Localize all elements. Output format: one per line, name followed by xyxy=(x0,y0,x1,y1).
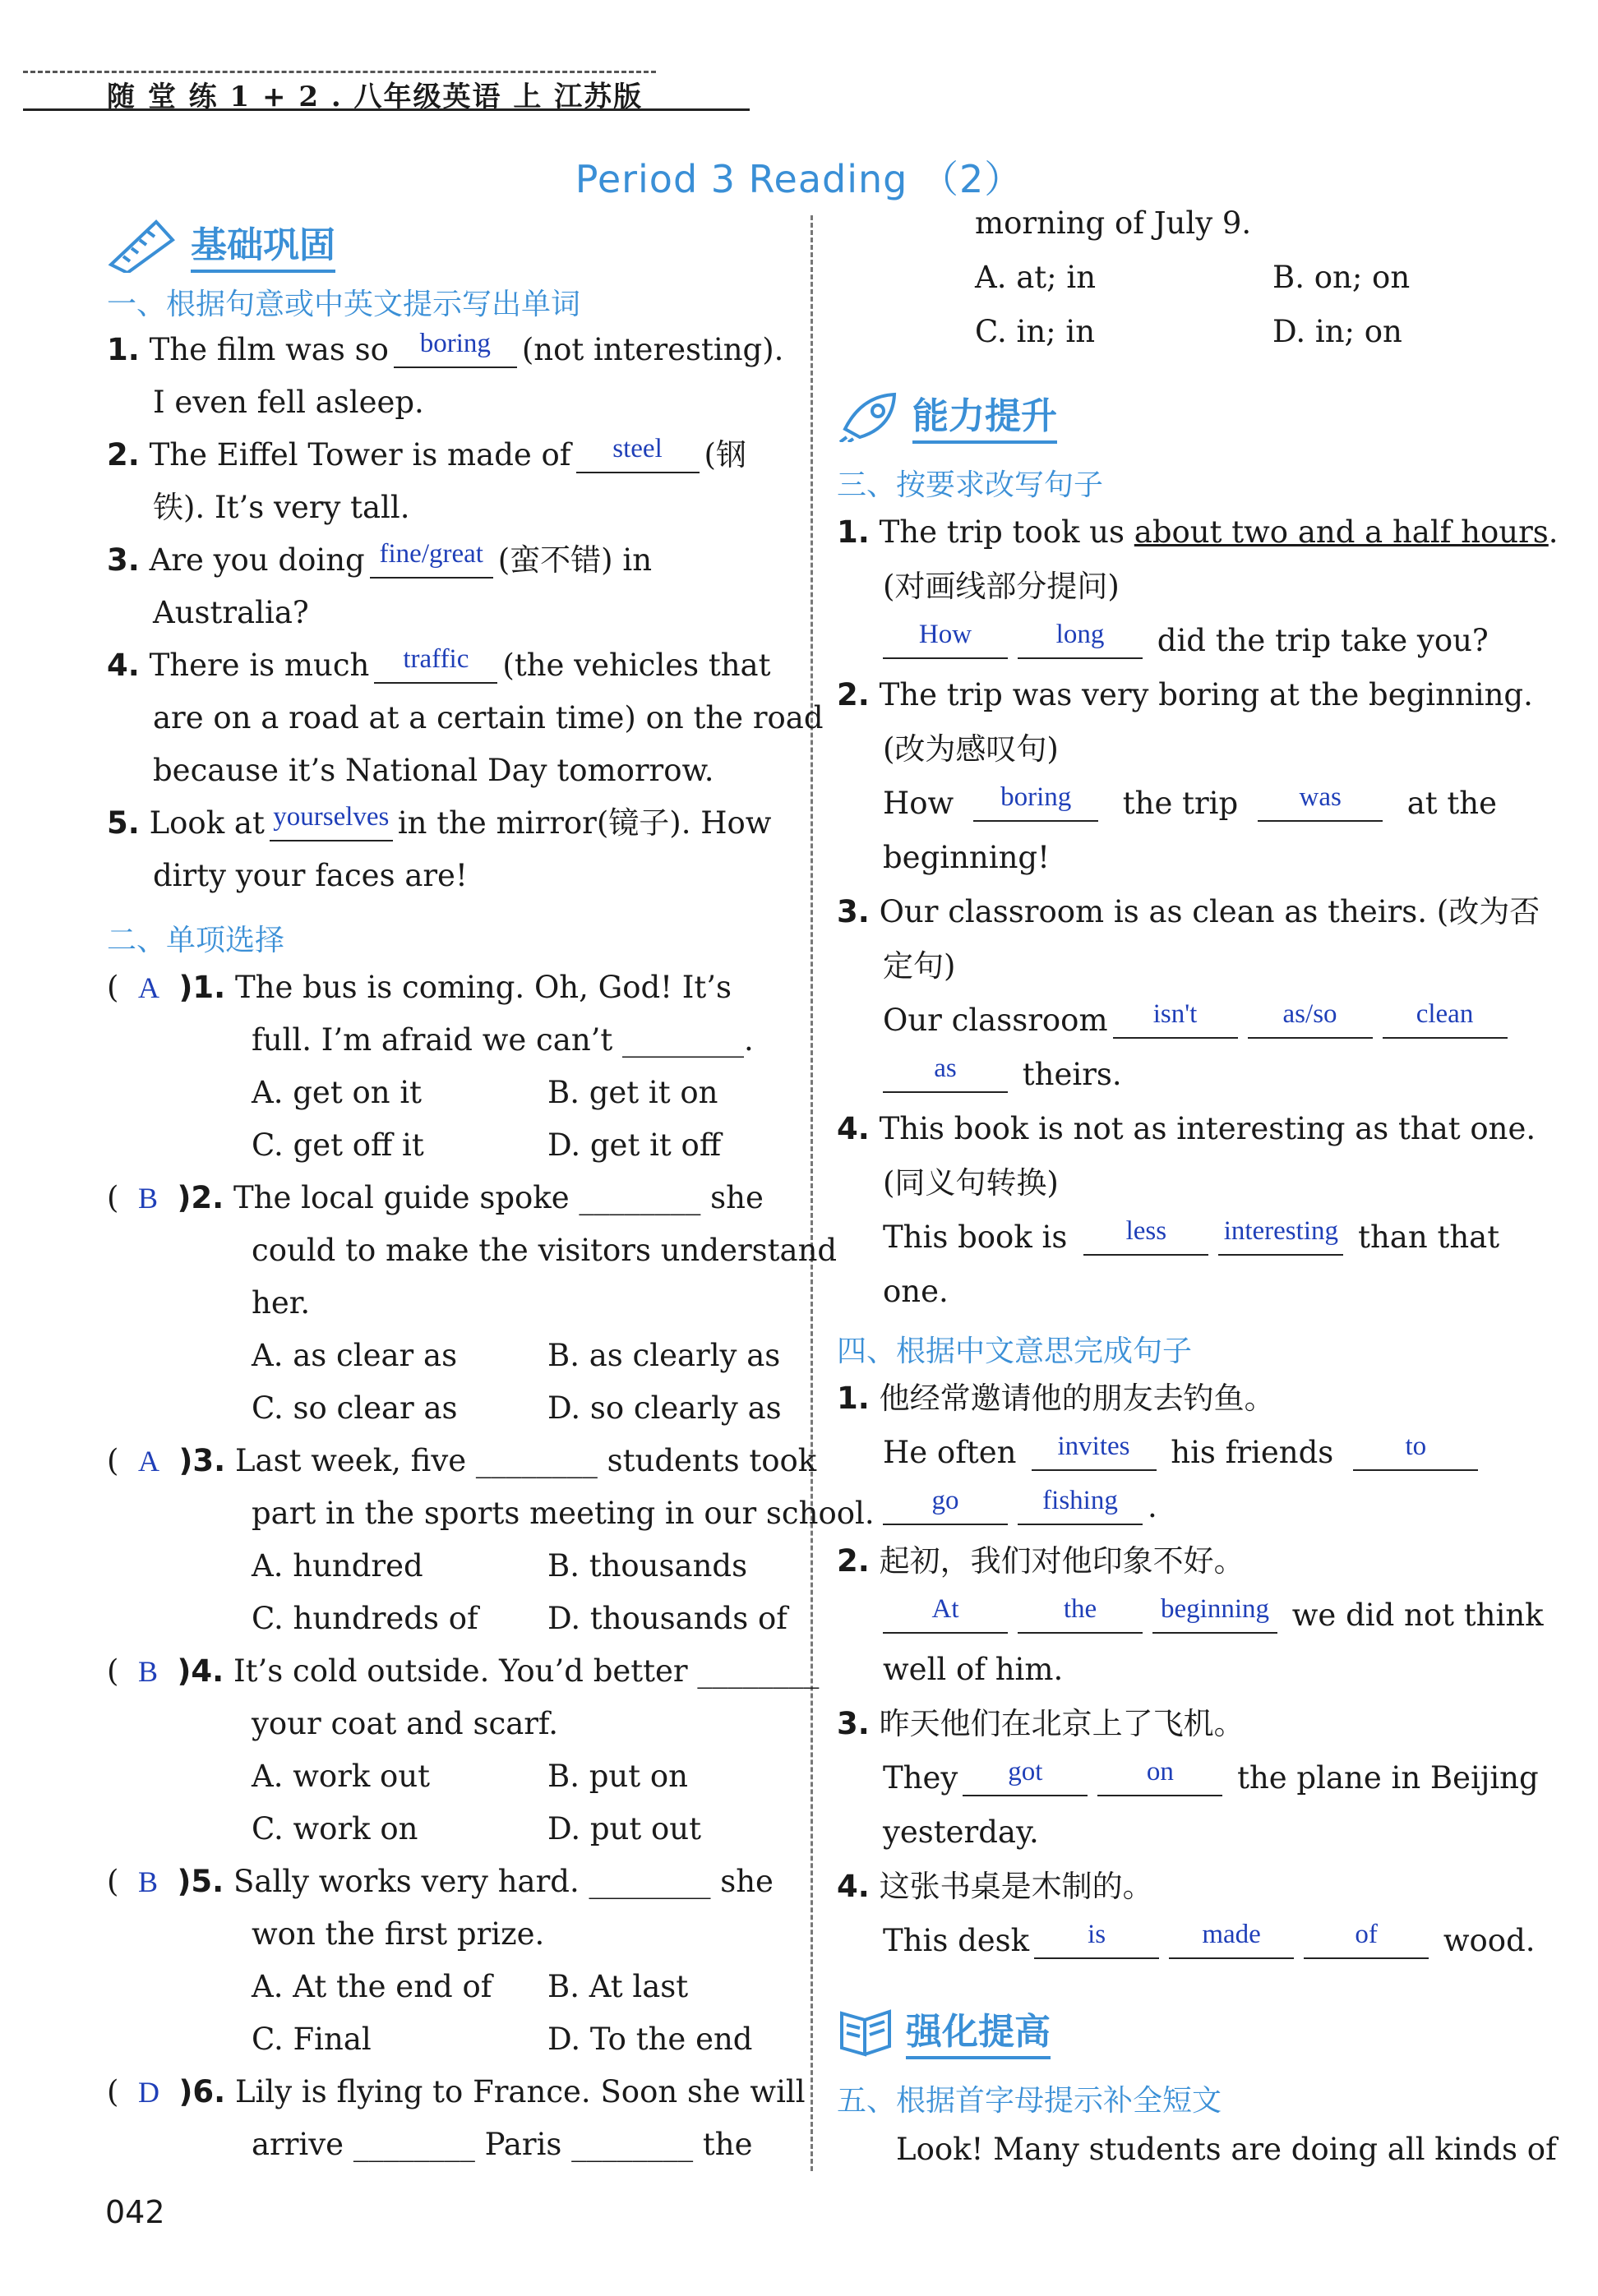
p3-q2-line1: 2. The trip was very boring at the beginning. xyxy=(837,677,1533,712)
p1-q2-line1: 2. The Eiffel Tower is made of steel (钢 xyxy=(107,434,746,473)
p3-q4-answer1: less xyxy=(1125,1216,1167,1246)
mc1-option-a: A. get on it xyxy=(252,1075,423,1110)
p3-q2-answer1: boring xyxy=(1000,782,1072,812)
p3-q2-hint: (改为感叹句) xyxy=(883,731,1059,767)
p1-q5-answer: yourselves xyxy=(273,802,390,832)
mc4-option-a: A. work out xyxy=(252,1759,431,1794)
mc1-option-c: C. get off it xyxy=(252,1127,424,1163)
p4-q2-answer3: beginning xyxy=(1161,1594,1269,1624)
p3-q1-line1: 1. The trip took us about two and a half hours. xyxy=(837,514,1559,550)
mc6-line2: arrive ________ Paris ________ the xyxy=(252,2127,753,2162)
p3-q4-line4: one. xyxy=(883,1274,949,1309)
p3-q4-line3: This book is less interesting than that xyxy=(883,1216,1500,1255)
p4-q1-answer1: invites xyxy=(1057,1432,1130,1461)
section-3-title: 三、按要求改写句子 xyxy=(837,468,1104,502)
header-text: 随 堂 练 1 + 2 . 八年级英语 上 江苏版 xyxy=(107,81,644,113)
p3-q4-line1: 4. This book is not as interesting as that one. xyxy=(837,1111,1536,1146)
book-icon xyxy=(837,2003,896,2058)
mc3-answer: A xyxy=(137,1445,159,1478)
p4-q2-line2: At the beginning we did not think xyxy=(883,1598,1524,1634)
p4-q4-answer1: is xyxy=(1088,1920,1106,1949)
p3-q4-answer2: interesting xyxy=(1223,1216,1338,1246)
mc1-option-d: D. get it off xyxy=(547,1127,722,1163)
banner-basic xyxy=(107,215,335,273)
p4-q2-answer2: the xyxy=(1063,1594,1097,1624)
mc4-line2: your coat and scarf. xyxy=(252,1706,559,1741)
mc3-line1: ( A )3. Last week, five ________ students took xyxy=(107,1443,817,1478)
p3-q3-answer2: as/so xyxy=(1282,999,1337,1029)
p5-text-line1: Look! Many students are doing all kinds of xyxy=(896,2132,1557,2167)
p4-q3-line2: They got on the plane in Beijing xyxy=(883,1757,1539,1796)
p3-q2-answer2: was xyxy=(1299,782,1342,812)
p1-q1-answer: boring xyxy=(419,329,491,358)
p4-q4-answer2: made xyxy=(1202,1920,1261,1949)
page-title: Period 3 Reading （2） xyxy=(575,157,1023,201)
mc4-option-b: B. put on xyxy=(547,1759,688,1794)
p1-q4-line3: because it’s National Day tomorrow. xyxy=(153,753,714,788)
ruler-icon xyxy=(107,215,181,273)
p1-q4-line2: are on a road at a certain time) on the road xyxy=(153,700,824,735)
p3-q1-hint: (对画线部分提问) xyxy=(883,569,1120,604)
section-5-title: 五、根据首字母提示补全短文 xyxy=(837,2084,1222,2118)
mc3-line2: part in the sports meeting in our school. xyxy=(252,1496,875,1531)
p4-q3-answer1: got xyxy=(1008,1757,1043,1787)
mc2-option-a: A. as clear as xyxy=(252,1338,458,1373)
p3-q2-line4: beginning! xyxy=(883,840,1050,875)
section-1-title: 一、根据句意或中英文提示写出单词 xyxy=(107,288,581,321)
p1-q3-line1: 3. Are you doing fine/great (蛮不错) in xyxy=(107,539,653,578)
mc2-line2: could to make the visitors understand xyxy=(252,1233,838,1268)
mc1-option-b: B. get it on xyxy=(547,1075,718,1110)
p1-q5-line1: 5. Look at yourselves in the mirror(镜子). How xyxy=(107,802,772,841)
mc4-line1: ( B )4. It’s cold outside. You’d better ________ xyxy=(107,1653,820,1689)
section-2-title: 二、单项选择 xyxy=(107,924,285,957)
p3-q1-answer1: How xyxy=(918,620,972,649)
banner-ability xyxy=(837,386,1057,444)
mc2-answer: B xyxy=(137,1182,158,1215)
banner-basic-title: 基础巩固 xyxy=(191,215,335,273)
mc6-line3: morning of July 9. xyxy=(975,205,1252,241)
mc2-option-c: C. so clear as xyxy=(252,1390,458,1426)
mc5-option-b: B. At last xyxy=(547,1969,689,2004)
p3-q3-line3: Our classroom isn't as/so clean xyxy=(883,1003,1524,1039)
p1-q4-answer: traffic xyxy=(403,644,469,674)
mc1-line1: ( A )1. The bus is coming. Oh, God! It’s xyxy=(107,970,732,1005)
mc2-option-d: D. so clearly as xyxy=(547,1390,782,1426)
section-4-title: 四、根据中文意思完成句子 xyxy=(837,1335,1193,1368)
mc2-option-b: B. as clearly as xyxy=(547,1338,781,1373)
p4-q2-cn: 2. 起初，我们对他印象不好。 xyxy=(837,1543,1245,1579)
p4-q2-line3: well of him. xyxy=(883,1652,1064,1687)
mc6-answer: D xyxy=(137,2076,159,2109)
p4-q1-line3: go fishing . xyxy=(883,1489,1524,1525)
mc5-line2: won the first prize. xyxy=(252,1916,545,1952)
p1-q4-line1: 4. There is much traffic (the vehicles that xyxy=(107,644,771,683)
mc4-option-d: D. put out xyxy=(547,1811,701,1846)
p4-q3-answer2: on xyxy=(1146,1757,1174,1787)
p3-q3-line1: 3. Our classroom is as clean as theirs. (改为否 xyxy=(837,894,1540,929)
p3-q1-underlined: about two and a half hours xyxy=(1134,514,1549,550)
mc6-option-b: B. on; on xyxy=(1272,260,1411,295)
mc4-option-c: C. work on xyxy=(252,1811,418,1846)
p1-q1-line1: 1. The film was so boring (not interesting). xyxy=(107,329,784,367)
mc5-answer: B xyxy=(137,1865,158,1898)
banner-strengthen xyxy=(837,2002,1051,2059)
mc6-line1: ( D )6. Lily is flying to France. Soon she will xyxy=(107,2074,806,2109)
mc3-option-c: C. hundreds of xyxy=(252,1601,478,1636)
p1-q5-line2: dirty your faces are! xyxy=(153,858,468,893)
mc6-option-c: C. in; in xyxy=(975,314,1096,349)
mc3-option-b: B. thousands xyxy=(547,1548,748,1584)
p1-q2-answer: steel xyxy=(612,434,663,463)
banner-strengthen-title: 强化提高 xyxy=(906,2002,1051,2059)
mc5-line1: ( B )5. Sally works very hard. ________ she xyxy=(107,1864,774,1899)
p1-q1-line2: I even fell asleep. xyxy=(153,385,424,420)
p3-q1-answer2: long xyxy=(1055,620,1105,649)
p3-q2-line3: How boring the trip was at the xyxy=(883,782,1498,821)
mc2-line1: ( B )2. The local guide spoke ________ she xyxy=(107,1180,764,1215)
p4-q1-cn: 1. 他经常邀请他的朋友去钓鱼。 xyxy=(837,1381,1275,1416)
mc3-option-d: D. thousands of xyxy=(547,1601,787,1636)
p3-q3-line4: as theirs. xyxy=(883,1057,1524,1093)
p4-q1-answer4: fishing xyxy=(1042,1486,1118,1515)
p4-q4-cn: 4. 这张书桌是木制的。 xyxy=(837,1869,1153,1904)
p4-q2-answer1: At xyxy=(931,1594,959,1624)
p4-q4-answer3: of xyxy=(1355,1920,1378,1949)
mc5-option-c: C. Final xyxy=(252,2022,372,2057)
header-dash-line xyxy=(23,71,656,73)
page-number: 042 xyxy=(105,2194,165,2230)
p1-q2-line2: 铁). It’s very tall. xyxy=(153,490,410,525)
header-rule xyxy=(23,108,750,111)
p3-q4-hint: (同义句转换) xyxy=(883,1165,1059,1201)
p1-q3-answer: fine/great xyxy=(379,539,483,569)
p4-q1-line2: He often invites his friends to xyxy=(883,1435,1524,1471)
mc5-option-a: A. At the end of xyxy=(252,1969,492,2004)
mc4-answer: B xyxy=(137,1655,158,1688)
mc6-option-a: A. at; in xyxy=(975,260,1097,295)
p3-q3-hint: 定句) xyxy=(883,948,956,984)
mc5-option-d: D. To the end xyxy=(547,2022,753,2057)
column-divider xyxy=(811,215,813,2171)
p3-q3-answer3: clean xyxy=(1416,999,1474,1029)
p3-q1-line3: How long did the trip take you? xyxy=(883,623,1524,659)
p4-q4-line2: This desk is made of wood. xyxy=(883,1920,1536,1958)
p4-q1-answer3: go xyxy=(931,1486,959,1515)
mc6-option-d: D. in; on xyxy=(1272,314,1402,349)
p1-q3-line2: Australia? xyxy=(153,595,309,630)
banner-ability-title: 能力提升 xyxy=(912,386,1057,444)
p3-q3-answer1: isn't xyxy=(1152,999,1198,1029)
mc2-line3: her. xyxy=(252,1285,311,1321)
mc3-option-a: A. hundred xyxy=(252,1548,423,1584)
rocket-icon xyxy=(837,388,903,442)
p4-q1-answer2: to xyxy=(1405,1432,1427,1461)
p4-q3-line3: yesterday. xyxy=(883,1814,1039,1850)
mc1-answer: A xyxy=(137,971,159,1004)
mc1-line2: full. I’m afraid we can’t ________. xyxy=(252,1022,754,1058)
p3-q3-answer4: as xyxy=(934,1053,957,1083)
p4-q3-cn: 3. 昨天他们在北京上了飞机。 xyxy=(837,1706,1245,1741)
